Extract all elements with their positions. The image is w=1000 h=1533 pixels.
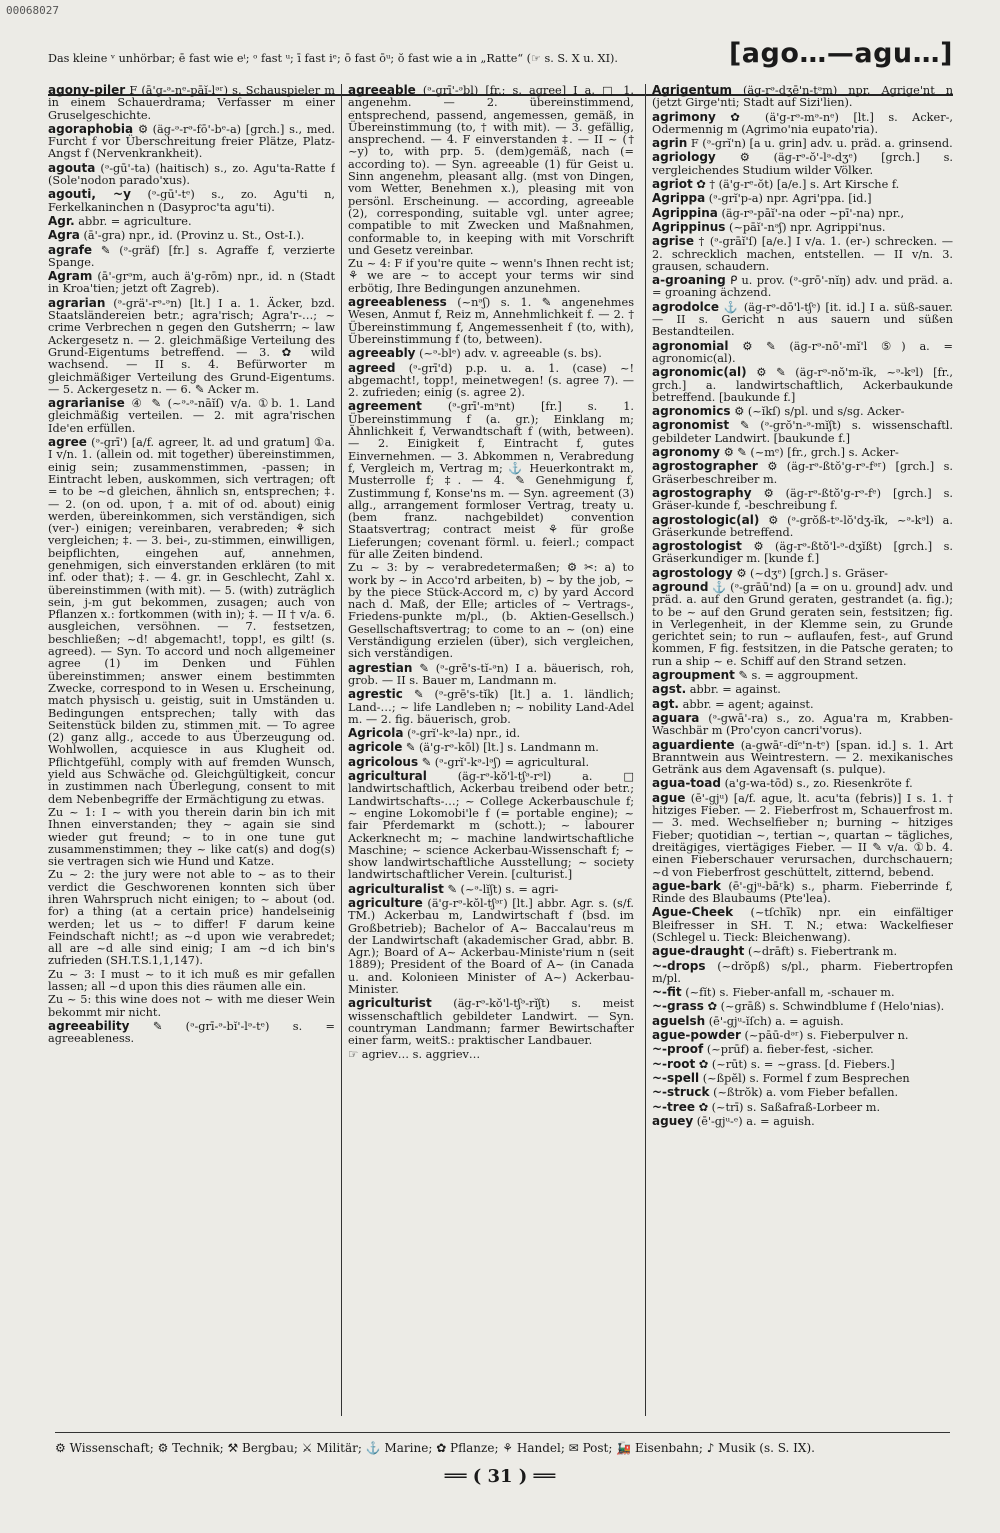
- dictionary-entry: [652, 207, 953, 220]
- entry-definition: ✎ (ᵊ-grē's-tĭ-ᵊn) I a. bäuerisch, roh, grob. — II s. Bauer m, Landmann m.: [348, 661, 634, 687]
- entry-headword: agronomics: [652, 404, 731, 419]
- entry-definition: ⚙ (~dʒᵉ) [grch.] s. Gräser-: [736, 566, 888, 580]
- pronunciation-key: Das kleine ᵛ unhörbar; ē fast wie eⁱ; ᵒ fast ᵘ; ī fast iᵉ; ō fast ōᵘ; ŏ fast wie a in „Ratte“ (☞ s. S. X u. XI).: [48, 52, 618, 65]
- dictionary-entry: [652, 567, 953, 580]
- entry-headword: agrostology: [652, 565, 733, 580]
- entry-headword: agst.: [652, 682, 687, 697]
- entry-definition: (~drāft) s. Fiebertrank m.: [747, 945, 898, 959]
- entry-headword: Agrippina: [652, 205, 718, 220]
- entry-headword: agronomist: [652, 418, 730, 433]
- entry-headword: agreed: [348, 360, 396, 375]
- entry-headword: agrostography: [652, 485, 752, 500]
- entry-definition: Zu ~ 3: I must ~ to it ich muß es mir gefallen lassen; all ~d upon this dies räumen alle ein.: [48, 967, 335, 994]
- dictionary-entry: [652, 301, 953, 339]
- dictionary-entry: [652, 235, 953, 273]
- dictionary-entry: [348, 562, 634, 660]
- dictionary-entry: [652, 514, 953, 540]
- entry-definition: Zu ~ 2: the jury were not able to ~ as to their verdict die Geschworenen konnten sich über ihren Wahrspruch nicht einigen; to ~ about (od. for) a thing (at a certain price) handelseinig werden; let us ~ to differ! F darum keine Feindschaft nicht!; as ~d upon wie verabredet; all are ~d alle sind einig; I am ~d ich bin's zufrieden (SH.T.S.1,1,147).: [48, 868, 335, 968]
- entry-definition: ⚙ ✎ (äg-rᵊ-nŏ'm-ĭk, ~ᵊ-kᵊl) [fr., grch.] a. landwirtschaftlich, Ackerbaukunde betreffend. [baukunde f.]: [652, 366, 953, 404]
- entry-headword: Agra: [48, 228, 80, 243]
- entry-headword: agoraphobia: [48, 121, 134, 136]
- dictionary-entry: [48, 397, 335, 435]
- entry-definition: ✿ (~grāß) s. Schwindblume f (Helo'nias).: [707, 1000, 945, 1014]
- entry-headword: agt.: [652, 696, 679, 711]
- entry-headword: agree: [48, 435, 87, 450]
- entry-headword: agrarian: [48, 295, 106, 310]
- entry-headword: agouti, ~y: [48, 187, 131, 202]
- dictionary-entry: [652, 581, 953, 668]
- entry-headword: agreement: [348, 399, 422, 414]
- entry-definition: (äg-rᵊ-pāĭ'-na oder ~pī'-na) npr.,: [721, 206, 905, 220]
- entry-definition: ✎ (ᵊ-grī-ᵊ-bĭ'-lᵊ-tᵉ) s. = agreeableness.: [48, 1019, 335, 1046]
- dictionary-entry: [48, 869, 335, 967]
- entry-definition: (ᵊ-grī'-ᵊbl) [fr.; s. agree] I a. □ 1. angenehm. — 2. übereinstimmend, entsprechend, passend, angemessen, gemäß, in Übereinstimmung (to, † with mit). — 3. gefällig, ansprechend. — 4. F einverstanden ‡. — II ~ († ~y) to, with prp. 5. (dem)gemäß, nach (= according to). — Syn. agreeable (1) für Geist u. Sinn angenehm, pleasant allg. (mst von Dingen, vom Wetter, Benehmen x.), pleasing mit von persönl. Erscheinung. — according, agreeable (2), corresponding, suitable vgl. unter agree; compatible to mit Zwecken und Maßnahmen, conformable to, in keeping with mit Vorschrift und Gesetz vereinbar.: [348, 84, 634, 257]
- entry-definition: Zu ~ 1: I ~ with you therein darin bin ich mit Ihnen einverstanden; they ~ again sie sind wieder gut freund; ~ to in one tune gut zusammenstimmen; they ~ like cat(s) and dog(s) sie vertragen sich wie Hund und Katze.: [48, 805, 335, 869]
- entry-definition: (~fĭt) s. Fieber-anfall m, -schauer m.: [685, 986, 895, 1000]
- entry-definition: ᑭ u. prov. (ᵊ-grō'-nĭŋ) adv. und präd. a. = groaning ächzend.: [652, 274, 953, 300]
- dictionary-columns: [48, 84, 953, 1416]
- dictionary-entry: [48, 123, 335, 161]
- entry-definition: (~pāū-dᵊʳ) s. Fieberpulver n.: [744, 1029, 909, 1043]
- dictionary-entry: [48, 229, 335, 242]
- entry-headword: agrostologist: [652, 539, 742, 554]
- entry-headword: ague-bark: [652, 878, 721, 893]
- dictionary-entry: [48, 244, 335, 270]
- entry-definition: (~tſchīk) npr. ein einfältiger Bleifresser in SH. T. N.; etwa: Wackelfieser (Schlegel u. Tieck: Bleichenwang).: [652, 906, 953, 944]
- entry-headword: Agrigentum: [652, 84, 732, 97]
- entry-definition: (ᵊ-gū'-tᵉ) s., zo. Agu'ti n, Ferkelkaninchen n (Dasyproc'ta agu'ti).: [48, 188, 335, 214]
- entry-headword: agriculturist: [348, 996, 432, 1011]
- dictionary-entry: [652, 880, 953, 906]
- dictionary-entry: [652, 540, 953, 566]
- entry-definition: (ᵊ-grĭ'-kᵊ-la) npr., id.: [407, 727, 521, 741]
- entry-headword: agronomial: [652, 338, 729, 353]
- entry-headword: ~-grass: [652, 999, 704, 1014]
- entry-definition: abbr. = agent; against.: [682, 697, 814, 711]
- entry-headword: Agrippa: [652, 191, 706, 206]
- entry-definition: (ā'-gra) npr., id. (Provinz u. St., Ost-I.).: [83, 229, 305, 243]
- entry-headword: agrodolce: [652, 299, 720, 314]
- dictionary-entry: [652, 1086, 953, 1099]
- entry-headword: Agrippinus: [652, 219, 726, 234]
- entry-definition: ⚙ (ᵊ-grŏß-tᵊ-lŏ'dʒ-ĭk, ~ᵊ-kᵊl) a. Gräserkunde betreffend.: [652, 513, 953, 539]
- entry-definition: (ᵊ-grī') [a/f. agreer, lt. ad und gratum] ①a. I v/n. 1. (allein od. mit together) übereinstimmen, einig sein; zusammenstimmen, -passen; in Eintracht leben, auskommen, sich vertragen; oft = to be ~d gleichen, ähnlich sn, entsprechen; ‡. — 2. (on od. upon, † a. mit of od. about) einig werden, übereinkommen, sich verständigen, sich (ver-) einigen; vereinbaren, verabreden; ⚘ sich vergleichen; ‡. — 3. bei-, zu-stimmen, einwilligen, beipflichten, eingehen auf, annehmen, genehmigen, sich einverstanden erklären (to mit inf. oder that); ‡. — 4. gr. in Geschlecht, Zahl x. übereinstimmen (with mit). — 5. (with) zuträglich sein, j-m gut bekommen, zusagen; auch von Pflanzen x.: fortkommen (with in); ‡. — II † v/a. 6. ausgleichen, versöhnen. — 7. festsetzen, beschließen; ~d! abgemacht!, topp!, es gilt! (s. agreed). — Syn. To accord und noch allgemeiner agree (1) im Denken und Fühlen übereinstimmen; answer einem bestimmten Zwecke, correspond to in Wesen u. Erscheinung, match physisch u. geistig, suit in Umständen u. Bedingungen entsprechen; tally with das Seitenstück bilden zu, stimmen mit. — To agree (2) ganz allg., accede to aus Überzeugung od. Wohlwollen, acquiesce in aus Klugheit od. Pflichtgefühl, comply with auf fremden Wunsch, yield aus Schwäche od. Gleichgültigkeit, concur in zustimmen nach Überlegung, consent to mit dem Nebenbegriffe der Ermächtigung zu etwas.: [48, 436, 335, 806]
- dictionary-entry: [48, 1020, 335, 1046]
- dictionary-entry: [48, 807, 335, 868]
- entry-definition: (ᵊ-grä'-rᵊ-ᵊn) [lt.] I a. 1. Äcker, bzd. Staatsländereien betr.; agra'risch; Agra'r-…; ~ crime Verbrechen n gegen den Gutsherrn; ~ law Ackergesetz n. — 2. gleichmäßige Verteilung des Grund-Eigentums betreffend. — 3. ✿ wild wachsend. — II s. 4. Befürworter m gleichmäßiger Verteilung des Grund-Eigentums. — 5. Ackergesetz n. — 6. ✎ Acker m.: [48, 296, 335, 396]
- entry-headword: ~-proof: [652, 1042, 704, 1057]
- entry-definition: Zu ~ 3: by ~ verabredetermaßen; ⚙ ✂: a) to work by ~ in Acco'rd arbeiten, b) ~ by the job, ~ by the piece Stück-Accord m, c) by yard Accord nach d. Maß, der Elle; articles of ~ Vertrags-, Friedens-punkte m/pl., (b. Aktien-Gesellsch.) Gesellschaftsvertrag; to come to an ~ (on) eine Verständigung erzielen (über), sich vergleichen, sich verständigen.: [348, 561, 634, 661]
- dictionary-entry: [348, 362, 634, 400]
- column-divider: [645, 84, 646, 1416]
- entry-headword: Agr.: [48, 213, 75, 228]
- dictionary-entry: [348, 897, 634, 996]
- dictionary-entry: [348, 741, 634, 754]
- column-1: [48, 84, 335, 1416]
- entry-headword: Agricola: [348, 726, 404, 741]
- symbol-legend: ⚙ Wissenschaft; ⚙ Technik; ⚒ Bergbau; ⚔ Militär; ⚓ Marine; ✿ Pflanze; ⚘ Handel; ✉ Post; 🚂 Eisenbahn; ♪ Musik (s. S. IX).: [55, 1432, 950, 1455]
- dictionary-entry: [48, 215, 335, 228]
- dictionary-entry: [652, 84, 953, 110]
- entry-definition: ✎ (~ᵊ-lĭʃt) s. = agri-: [447, 882, 559, 896]
- entry-headword: agony-piler: [48, 84, 126, 97]
- dictionary-entry: [348, 997, 634, 1047]
- entry-headword: Agram: [48, 269, 93, 284]
- entry-definition: F (ā'g-ᵊ-nᵉ-pāĭ-lᵊʳ) s. Schauspieler m in einem Schauerdrama; Verfasser m einer Gruselgeschichte.: [48, 84, 335, 122]
- entry-definition: F (ᵊ-grĭ'n) [a u. grin] adv. u. präd. a. grinsend.: [690, 137, 953, 151]
- entry-definition: ⚙ (äg-rᵊ-ßtŏ'g-rᵊ-fᵉ) [grch.] s. Gräser-kunde f, -beschreibung f.: [652, 486, 953, 513]
- entry-headword: ~-fit: [652, 985, 682, 1000]
- entry-definition: ✎ (ᵊ-grŏ'n-ᵊ-mĭʃt) s. wissenschaftl. gebildeter Landwirt. [baukunde f.]: [652, 419, 953, 445]
- dictionary-entry: [652, 945, 953, 958]
- dictionary-entry: [348, 662, 634, 688]
- column-divider: [341, 84, 342, 1416]
- entry-definition: (äg-rᵊ-kŏ'l-tʃᵊ-rᵊl) a. □ landwirtschaftlich, Ackerbau treibend oder betr.; Landwirtschafts-…; ~ College Ackerbauschule f; ~ engine Lokomobi'le f (= portable engine); ~ fair Pferdemarkt m (schott.); ~ labourer Ackerknecht m; ~ machine landwirtschaftliche Maschine; ~ science Ackerbau-Wissenschaft f; ~ show landwirtschaftliche Ausstellung; ~ society landwirtschaftlicher Verein. [culturist.]: [348, 770, 634, 882]
- entry-range: [ago…—agu…]: [728, 38, 953, 69]
- dictionary-entry: [652, 340, 953, 366]
- dictionary-entry: [48, 188, 335, 214]
- entry-definition: ✿ (~trī) s. Saßafraß-Lorbeer m.: [698, 1100, 881, 1114]
- dictionary-entry: [348, 727, 634, 740]
- entry-definition: ✎ (ᵊ-grē's-tĭk) [lt.] a. 1. ländlich; Land-…; ~ life Landleben n; ~ nobility Land-Adel m. — 2. fig. bäuerisch, grob.: [348, 688, 634, 726]
- dictionary-entry: [48, 297, 335, 396]
- dictionary-entry: [652, 460, 953, 486]
- dictionary-entry: [348, 770, 634, 882]
- entry-definition: Zu ~ 5: this wine does not ~ with me dieser Wein bekommt mir nicht.: [48, 993, 335, 1019]
- entry-headword: aguey: [652, 1113, 694, 1128]
- entry-headword: agreeability: [48, 1018, 130, 1033]
- dictionary-entry: [652, 1000, 953, 1013]
- dictionary-entry: [652, 111, 953, 137]
- entry-definition: (~ßtrŏk) a. vom Fieber befallen.: [713, 1086, 899, 1100]
- dictionary-entry: [652, 1115, 953, 1128]
- entry-headword: aground: [652, 579, 709, 594]
- entry-headword: agrostologic(al): [652, 512, 760, 527]
- entry-headword: agreeably: [348, 346, 416, 361]
- entry-headword: ~-struck: [652, 1085, 710, 1100]
- entry-headword: ~-spell: [652, 1070, 700, 1085]
- entry-headword: ~-drops: [652, 958, 706, 973]
- dictionary-entry: [348, 883, 634, 896]
- entry-headword: agronomic(al): [652, 365, 747, 380]
- entry-definition: ⚓ (ᵊ-grāū'nd) [a = on u. ground] adv. und präd. a. auf den Grund geraten, gestrandet (a. fig.); to be ~ auf den Grund geraten sein, festsitzen; fig. in Verlegenheit, in der Klemme sein, zu Grunde gerichtet sein; to run ~ auflaufen, fest-, auf Grund kommen, F fig. festsitzen, in die Patsche geraten; to run a ship ~ e. Schiff auf den Strand setzen.: [652, 580, 953, 668]
- dictionary-entry: [652, 178, 953, 191]
- entry-headword: ague-powder: [652, 1028, 741, 1043]
- entry-headword: ~-root: [652, 1056, 696, 1071]
- entry-definition: (ē'-gjᵘ) [a/f. ague, lt. acu'ta (febris)] I s. 1. † hitziges Fieber. — 2. Fieberfrost m, Schauerfrost m. — 3. med. Wechselfieber n; burning ~ hitziges Fieber; quotidian ~, tertian ~, quartan ~ tägliches, dreitägiges, viertägiges Fieber. — II ✎ v/a. ①b. 4. einen Fieberschauer verursachen, durchschauern; ~d von Fieberfrost geschüttelt, zitternd, bebend.: [652, 791, 953, 879]
- entry-definition: ✿ (ä'g-rᵊ-mᵊ-nᵉ) [lt.] s. Acker-, Odermennig m (Agrimo'nia eupato'ria).: [652, 110, 953, 136]
- entry-definition: (äg-rᵊ-dʒē'n-tᵊm) npr. Agrige'nt n (jetzt Girge'nti; Stadt auf Sizi'lien).: [652, 84, 953, 110]
- entry-headword: aguara: [652, 710, 700, 725]
- dictionary-entry: [348, 84, 634, 257]
- entry-headword: agrise: [652, 234, 694, 249]
- dictionary-entry: [652, 669, 953, 682]
- entry-definition: ⚙ (äg-rᵊ-ßtŏ'g-rᵊ-fᵊʳ) [grch.] s. Gräserbeschreiber m.: [652, 460, 953, 486]
- entry-definition: (ē'-gjᵘ-bāʳk) s., pharm. Fieberrinde f, Rinde des Blaubaums (Pte'lea).: [652, 879, 953, 906]
- dictionary-entry: [652, 1058, 953, 1071]
- dictionary-entry: [652, 1029, 953, 1042]
- entry-definition: ✎ (ä'g-rᵊ-kōl) [lt.] s. Landmann m.: [405, 741, 599, 755]
- dictionary-entry: [652, 986, 953, 999]
- dictionary-entry: [348, 258, 634, 295]
- dictionary-entry: [48, 436, 335, 806]
- column-2: [348, 84, 634, 1416]
- entry-definition: † (ᵊ-grāĭ'ſ) [a/e.] I v/a. 1. (er-) schrecken. — 2. schrecklich machen, entstellen. — II v/n. 3. grausen, schaudern.: [652, 235, 953, 273]
- dictionary-entry: [48, 994, 335, 1019]
- entry-definition: (~nᵊʃ) s. 1. ✎ angenehmes Wesen, Anmut f, Reiz m, Annehmlichkeit f. — 2. † Übereinstimmung f, Angemessenheit f (to, with), Übereinstimmung f (to, between).: [348, 296, 634, 346]
- entry-definition: (ᵊ-gwā'-ra) s., zo. Agua'ra m, Krabben-Waschbär m (Pro'cyon cancri'vorus).: [652, 711, 953, 738]
- entry-headword: agricole: [348, 740, 403, 755]
- entry-headword: agriculture: [348, 896, 423, 910]
- dictionary-entry: [652, 906, 953, 944]
- entry-definition: (a'g-wa-tōd) s., zo. Riesenkröte f.: [724, 777, 913, 791]
- entry-headword: agricolous: [348, 754, 419, 769]
- entry-definition: abbr. = against.: [689, 683, 781, 697]
- entry-definition: (ᵊ-grĭ'p-a) npr. Agri'ppa. [id.]: [708, 192, 872, 206]
- entry-definition: ✎ (ᵊ-grĭ'-kᵊ-lᵊʃ) = agricultural.: [421, 755, 590, 769]
- page-identifier: 00068027: [6, 4, 59, 17]
- entry-headword: agreeableness: [348, 295, 447, 310]
- dictionary-entry: [348, 756, 634, 769]
- entry-definition: (~ßpĕl) s. Formel f zum Besprechen: [702, 1071, 910, 1085]
- dictionary-entry: [348, 296, 634, 346]
- entry-headword: ~-tree: [652, 1099, 695, 1114]
- dictionary-entry: [652, 792, 953, 879]
- entry-definition: (ē'-gjᵘ-ĭſch) a. = aguish.: [708, 1014, 844, 1028]
- dictionary-entry: [652, 192, 953, 205]
- dictionary-entry: [348, 347, 634, 360]
- entry-definition: ✿ (~rūt) s. = ~grass. [d. Fiebers.]: [698, 1057, 895, 1071]
- dictionary-entry: [652, 1043, 953, 1056]
- entry-definition: ⚙ (~ĭkſ) s/pl. und s/sg. Acker-: [734, 405, 905, 419]
- entry-definition: ⚙ (äg-rᵊ-ŏ'-lᵊ-dʒᵉ) [grch.] s. vergleichendes Studium wilder Völker.: [652, 151, 953, 177]
- entry-headword: aguardiente: [652, 737, 735, 752]
- dictionary-entry: [652, 698, 953, 711]
- entry-definition: ✎ (ᵊ-gräf) [fr.] s. Agraffe f, verzierte Spange.: [48, 243, 335, 269]
- dictionary-entry: [48, 969, 335, 994]
- dictionary-entry: [48, 84, 335, 122]
- dictionary-entry: [652, 221, 953, 234]
- entry-headword: aguelsh: [652, 1013, 706, 1028]
- entry-definition: (~prūf) a. fieber-fest, -sicher.: [706, 1043, 874, 1057]
- entry-definition: (ᵊ-grī'd) p.p. u. a. 1. (case) ~! abgemacht!, topp!, meinetwegen! (s. agree 7). — 2. zufrieden; einig (s. agree 2).: [348, 361, 634, 400]
- entry-headword: agreeable: [348, 84, 416, 97]
- dictionary-entry: [348, 688, 634, 726]
- entry-headword: agrarianise: [48, 396, 125, 411]
- entry-definition: ⚙ (äg-rᵊ-ßtŏ'l-ᵊ-dʒĭßt) [grch.] s. Gräserkundiger m. [kunde f.]: [652, 540, 953, 566]
- entry-headword: agriology: [652, 150, 716, 165]
- dictionary-entry: [652, 1072, 953, 1085]
- page-number: ══ ( 31 ) ══: [444, 1466, 556, 1487]
- entry-headword: Ague-Cheek: [652, 905, 734, 920]
- entry-definition: (äg-rᵊ-kŏ'l-tʃᵊ-rĭʃt) s. meist wissenschaftlich gebildeter Landwirt. — Syn. countryman Landmann; farmer Bewirtschafter einer farm, weitS.: praktischer Landbauer.: [348, 997, 634, 1048]
- dictionary-entry: [652, 405, 953, 418]
- dictionary-entry: [652, 739, 953, 777]
- entry-definition: ✎ s. = aggroupment.: [738, 669, 859, 683]
- dictionary-entry: [48, 162, 335, 188]
- entry-definition: ⚙ (äg-ᵊ-rᵊ-fō'-bᵉ-a) [grch.] s., med. Furcht f vor Überschreitung freier Plätze, Platz-Angst f (Nervenkrankheit).: [48, 122, 335, 161]
- entry-definition: (~pāĭ'-nᵊʃ) npr. Agrippi'nus.: [729, 220, 886, 234]
- entry-definition: (ä'g-rᵊ-kŏl-tʃᵊʳ) [lt.] abbr. Agr. s. (s/f. TM.) Ackerbau m, Landwirtschaft f (bsd. im Großbetrieb); Bachelor of A~ Baccalau'reus m der Landwirtschaft (akademischer Grad, abbr. B. Agr.); Board of A~ Ackerbau-Ministe'rium n (seit 1889); President of the Board of A~ (in Canada u. and. Kolonieen Minister of A~) Ackerbau-Minister.: [348, 897, 634, 997]
- dictionary-entry: [48, 270, 335, 296]
- entry-headword: agouta: [48, 160, 96, 175]
- entry-definition: (~ᵊ-blᵉ) adv. v. agreeable (s. bs).: [419, 347, 602, 361]
- entry-headword: agrin: [652, 136, 688, 151]
- entry-definition: (ᵊ-gū'-ta) (haitisch) s., zo. Agu'ta-Ratte f (Sole'nodon parado'xus).: [48, 161, 335, 188]
- entry-headword: ague: [652, 790, 686, 805]
- entry-definition: ☞ agriev… s. aggriev…: [348, 1047, 481, 1061]
- entry-definition: ⚓ (äg-rᵊ-dō'l-tʃᵉ) [it. id.] I a. süß-sauer. — II s. Gericht n aus sauern und süßen Bestandteilen.: [652, 300, 953, 339]
- entry-definition: (a-gwāʳ-dĭᵉ'n-tᵉ) [span. id.] s. 1. Art Branntwein aus Weintrestern. — 2. mexikanisches Getränk aus dem Agavensaft (s. pulque).: [652, 738, 953, 777]
- entry-headword: agriculturalist: [348, 881, 444, 896]
- entry-headword: agrimony: [652, 109, 716, 124]
- dictionary-entry: [652, 446, 953, 459]
- dictionary-entry: [652, 1015, 953, 1028]
- entry-headword: agrestian: [348, 660, 413, 675]
- entry-definition: (~drŏpß) s/pl., pharm. Fiebertropfen m/pl.: [652, 959, 953, 985]
- entry-definition: ⚙ ✎ (~mᵉ) [fr., grch.] s. Acker-: [723, 446, 899, 460]
- entry-headword: a-groaning: [652, 273, 726, 288]
- entry-headword: agroupment: [652, 668, 735, 683]
- entry-headword: agriot: [652, 177, 693, 192]
- entry-definition: (ā'-grᵊm, auch ä'g-rōm) npr., id. n (Stadt in Kroa'tien; jetzt oft Zagreb).: [48, 270, 335, 296]
- entry-definition: ✿ † (ä'g-rᵉ-ŏt) [a/e.] s. Art Kirsche f.: [696, 178, 900, 192]
- entry-definition: ⚙ ✎ (äg-rᵊ-nō'-mĭ'l ⑤) a. = agronomic(al).: [652, 339, 953, 365]
- dictionary-entry: [652, 366, 953, 404]
- entry-definition: Zu ~ 4: F if you're quite ~ wenn's Ihnen recht ist; ⚘ we are ~ to accept your terms wir sind erbötig, Ihre Bedingungen anzunehmen.: [348, 257, 634, 295]
- column-3: [652, 84, 953, 1416]
- entry-definition: ④ ✎ (~ᵊ-ᵊ-nāĭſ) v/a. ①b. 1. Land gleichmäßig verteilen. — 2. mit agra'rischen Ide'en erfüllen.: [48, 397, 335, 435]
- dictionary-entry: [652, 683, 953, 696]
- entry-definition: (ē'-gjᵘ-ᵉ) a. = aguish.: [696, 1114, 815, 1128]
- entry-headword: agrostographer: [652, 459, 758, 474]
- dictionary-entry: [652, 777, 953, 790]
- entry-definition: abbr. = agriculture.: [78, 214, 192, 228]
- entry-headword: agrafe: [48, 242, 93, 257]
- dictionary-entry: [652, 137, 953, 150]
- dictionary-entry: [652, 151, 953, 177]
- dictionary-entry: [348, 1049, 634, 1061]
- entry-headword: agua-toad: [652, 776, 721, 791]
- entry-headword: ague-draught: [652, 944, 745, 959]
- dictionary-entry: [652, 960, 953, 986]
- dictionary-entry: [652, 274, 953, 300]
- dictionary-entry: [652, 1101, 953, 1114]
- dictionary-entry: [652, 419, 953, 445]
- entry-headword: agronomy: [652, 445, 720, 460]
- dictionary-entry: [348, 400, 634, 561]
- dictionary-entry: [652, 487, 953, 513]
- dictionary-entry: [652, 712, 953, 738]
- entry-definition: (ᵊ-grī'-mᵊnt) [fr.] s. 1. Übereinstimmung f (a. gr.); Einklang m; Ähnlichkeit f, Verwandtschaft f (with, between). — 2. Einigkeit f, Eintracht f, gutes Einvernehmen. — 3. Abkommen n, Verabredung f, Vergleich m, Vertrag m; ⚓ Heuerkontrakt m, Musterrolle f; ‡. — 4. ✎ Genehmigung f, Zustimmung f, Konse'ns m. — Syn. agreement (3) allg., arrangement formloser Vertrag, treaty u. (bem franz. nachgebildet) convention Staatsvertrag; contract meist ⚘ für große Lieferungen; covenant förml. u. feierl.; compact für alle Zeiten bindend.: [348, 400, 634, 561]
- entry-headword: agricultural: [348, 769, 427, 784]
- entry-headword: agrestic: [348, 687, 403, 702]
